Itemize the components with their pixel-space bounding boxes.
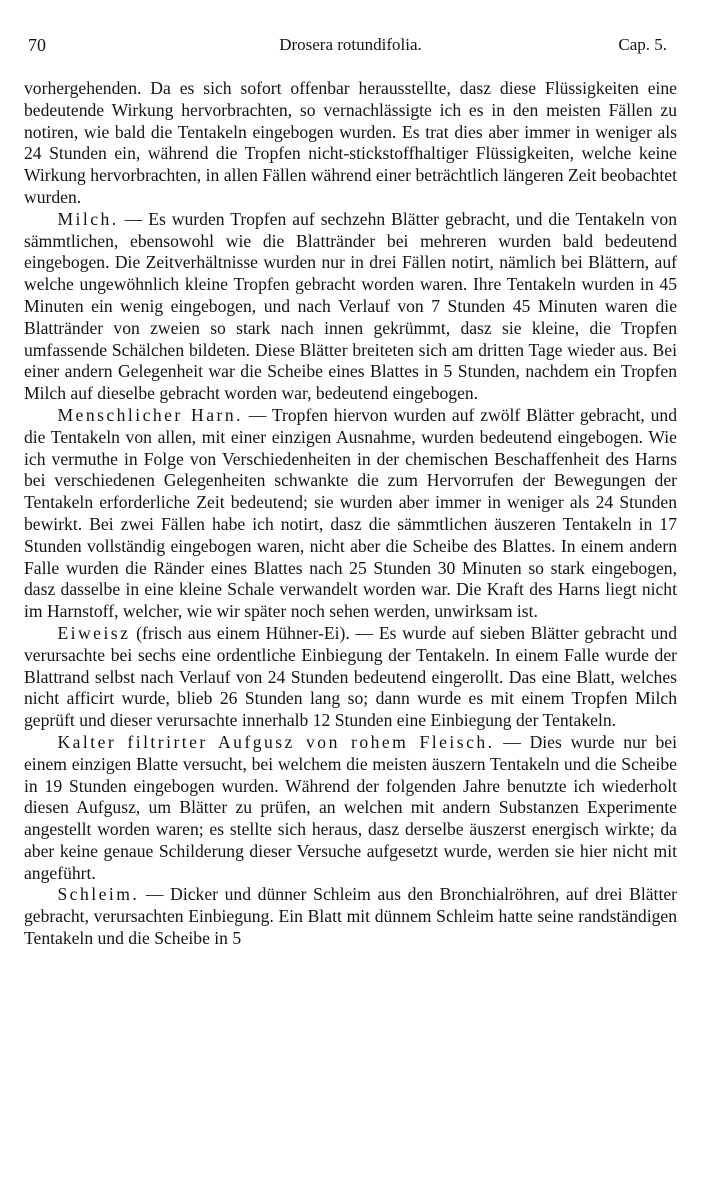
paragraph-lead: Schleim.	[57, 884, 140, 905]
running-title: Drosera rotundifolia.	[279, 35, 422, 54]
paragraph-text: — Dicker und dünner Schleim aus den Bronchialröhren, auf drei Blätter gebracht, verursachten Einbiegung. Ein Blatt mit dünnem Schleim hatte seine randständigen Tentakeln und die Scheibe in 5	[24, 884, 677, 949]
paragraph-milch	[24, 209, 677, 405]
paragraph-text: vorhergehenden. Da es sich sofort offenbar herausstellte, dasz diese Flüssigkeiten eine bedeutende Wirkung hervorbrachten, so vernachlässigte ich es in den meisten Fällen zu notiren, wie bald die Tentakeln eingebogen wurden. Es trat dies aber immer in weniger als 24 Stunden ein, während die Tropfen nicht-stickstoffhaltiger Flüssigkeiten, welche keine Wirkung hervorbrachten, in allen Fällen während einer beträchtlich längeren Zeit beobachtet wurden.	[24, 78, 677, 207]
paragraph-text: — Es wurden Tropfen auf sechzehn Blätter gebracht, und die Tentakeln von sämmtlichen, ebensowohl wie die Blattränder bei mehreren wurden bald bedeutend eingebogen. Die Zeitverhältnisse wurden nur in drei Fällen notirt, nämlich bei Blättern, auf welche ungewöhnlich kleine Tropfen gebracht worden waren. Ihre Tentakeln wurden in 45 Minuten ein wenig eingebogen, und nach Verlauf von 7 Stunden 45 Minuten waren die Blattränder von zweien so stark nach innen gekrümmt, dasz sie kleine, die Tropfen umfassende Schälchen bildeten. Diese Blätter breiteten sich am dritten Tage wieder aus. Bei einer andern Gelegenheit war die Scheibe eines Blattes in 5 Stunden, nachdem ein Tropfen Milch auf dieselbe gebracht worden war, bedeutend eingebogen.	[24, 208, 677, 404]
paragraph-schleim	[24, 884, 677, 949]
page-header	[24, 30, 677, 60]
paragraph-lead: Milch.	[57, 208, 119, 229]
paragraph-text: — Dies wurde nur bei einem einzigen Blatte versucht, bei welchem die meisten äuszern Tentakeln und die Scheibe in 19 Stunden eingebogen wurden. Während der folgenden Jahre benutzte ich wiederholt diesen Aufgusz, um Blätter zu prüfen, an welchen mit andern Substanzen Experimente angestellt worden waren; es stellte sich heraus, dasz derselbe äuszerst energisch wirkte; da aber keine genaue Schilderung dieser Versuche aufgesetzt wurde, werden sie hier nicht mit angeführt.	[24, 731, 677, 883]
paragraph-lead: Kalter filtrirter Aufgusz von rohem Fleisch.	[57, 731, 495, 752]
paragraph-text: — Tropfen hiervon wurden auf zwölf Blätter gebracht, und die Tentakeln von allen, mit einer einzigen Ausnahme, wurden bedeutend eingebogen. Wie ich vermuthe in Folge von Verschiedenheiten in der chemischen Beschaffenheit des Harns bei verschiedenen Gelegenheiten schwankte die zum Hervorrufen der Bewegungen der Tentakeln erforderliche Zeit bedeutend; sie wurden aber immer in weniger als 24 Stunden bewirkt. Bei zwei Fällen habe ich notirt, dasz die sämmtlichen äuszeren Tentakeln in 17 Stunden vollständig eingebogen waren, nicht aber die Scheibe des Blattes. In einem andern Falle wurden die Ränder eines Blattes nach 25 Stunden 30 Minuten so stark eingebogen, dasz dasselbe in eine kleine Schale verwandelt worden war. Die Kraft des Harns liegt nicht im Harnstoff, welcher, wie wir später noch sehen werden, unwirksam ist.	[24, 404, 678, 622]
chapter-label: Cap. 5.	[618, 35, 667, 54]
paragraph-fleisch	[24, 732, 677, 885]
page-number: 70	[28, 35, 46, 55]
paragraph-text: (frisch aus einem Hühner-Ei). — Es wurde auf sieben Blätter gebracht und verursachte bei sechs eine ordentliche Einbiegung der Tentakeln. In einem Falle wurde der Blattrand selbst nach Verlauf von 24 Stunden bedeutend eingerollt. Das eine Blatt, welches nicht afficirt wurde, blieb 26 Stunden lang so; dann wurde es mit einem Tropfen Milch geprüft und dieser verursachte innerhalb 12 Stunden eine Einbiegung der Tentakeln.	[24, 622, 677, 731]
paragraph-lead: Eiweisz	[57, 622, 131, 643]
paragraph-harn	[24, 405, 677, 623]
paragraph-lead: Menschlicher Harn.	[57, 404, 243, 425]
paragraph-continuation	[24, 78, 677, 209]
paragraph-eiweisz	[24, 623, 677, 732]
body-text	[24, 78, 677, 950]
